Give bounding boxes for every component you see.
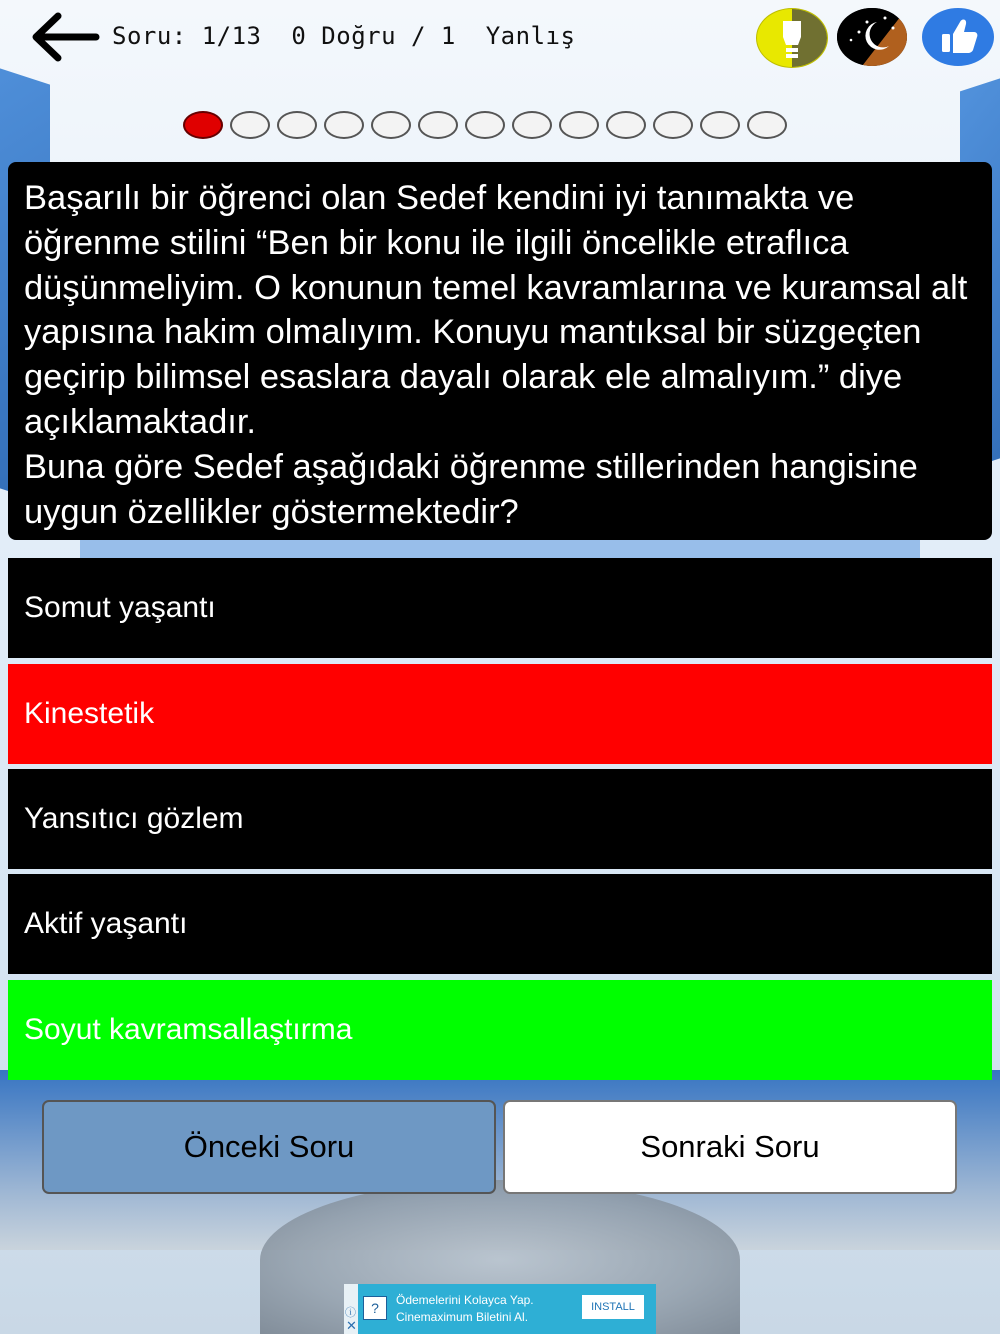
ad-banner[interactable]	[344, 1284, 656, 1334]
like-button[interactable]	[922, 8, 994, 66]
question-box	[8, 162, 992, 540]
progress-dot-2[interactable]	[230, 111, 270, 139]
option-e[interactable]	[8, 980, 992, 1080]
option-label: Yansıtıcı gözlem	[24, 802, 244, 835]
option-d[interactable]	[8, 874, 992, 974]
ad-install-button[interactable]: INSTALL	[582, 1295, 644, 1319]
ad-close-icon[interactable]: ✕	[346, 1318, 357, 1333]
top-bar	[0, 0, 1000, 80]
ad-text-line2: Cinemaximum Biletini Al.	[396, 1310, 529, 1324]
thumbs-up-icon	[922, 8, 994, 66]
back-arrow-icon	[28, 8, 100, 66]
progress-dot-1[interactable]	[183, 111, 223, 139]
option-c[interactable]	[8, 769, 992, 869]
progress-dot-9[interactable]	[559, 111, 599, 139]
question-text: Başarılı bir öğrenci olan Sedef kendini iyi tanımakta ve öğrenme stilini “Ben bir konu ile ilgili öncelikle etraflıca düşünmeliyim. O konunun temel kavramlarına ve kuramsal alt yapısına hakim olmalıyım. Konuyu mantıksal bir süzgeçten geçirip bilimsel esaslara dayalı olarak ele almalıyım.” diye açıklamaktadır.	[24, 179, 968, 441]
previous-question-button[interactable]: Önceki Soru	[42, 1100, 496, 1194]
hint-bulb-icon	[757, 9, 827, 67]
night-mode-icon	[837, 8, 907, 66]
option-label: Somut yaşantı	[24, 591, 216, 624]
night-mode-button[interactable]	[837, 8, 907, 66]
option-a[interactable]	[8, 558, 992, 658]
progress-dot-12[interactable]	[700, 111, 740, 139]
ad-info-icon[interactable]: ⓘ	[345, 1307, 356, 1319]
progress-dot-4[interactable]	[324, 111, 364, 139]
progress-dot-3[interactable]	[277, 111, 317, 139]
progress-dot-6[interactable]	[418, 111, 458, 139]
score-status: Soru: 1/13 0 Doğru / 1 Yanlış	[112, 22, 576, 50]
ad-text-line1: Ödemelerini Kolayca Yap.	[396, 1293, 534, 1307]
progress-dot-8[interactable]	[512, 111, 552, 139]
option-b[interactable]	[8, 664, 992, 764]
question-progress	[183, 109, 787, 143]
hint-button[interactable]	[756, 8, 828, 68]
option-label: Soyut kavramsallaştırma	[24, 1013, 353, 1046]
option-label: Kinestetik	[24, 697, 155, 730]
ad-app-icon: ?	[363, 1296, 387, 1320]
question-prompt: Buna göre Sedef aşağıdaki öğrenme stillerinden hangisine uygun özellikler göstermektedir?	[24, 447, 918, 531]
progress-dot-7[interactable]	[465, 111, 505, 139]
progress-dot-11[interactable]	[653, 111, 693, 139]
progress-dot-5[interactable]	[371, 111, 411, 139]
progress-dot-10[interactable]	[606, 111, 646, 139]
option-label: Aktif yaşantı	[24, 907, 188, 940]
progress-dot-13[interactable]	[747, 111, 787, 139]
next-question-button[interactable]: Sonraki Soru	[503, 1100, 957, 1194]
back-button[interactable]	[28, 8, 100, 66]
